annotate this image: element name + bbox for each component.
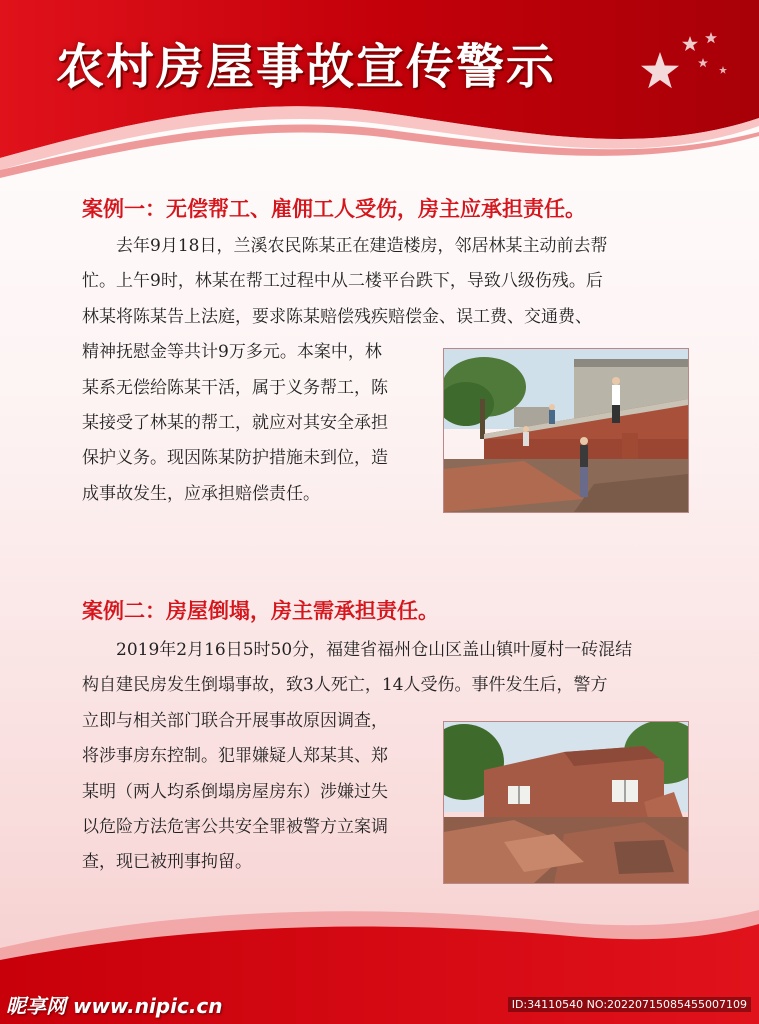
- watermark-id: ID:34110540 NO:20220715085455007109: [508, 997, 751, 1012]
- case1-line: 去年9月18日，兰溪农民陈某正在建造楼房，邻居林某主动前去帮: [82, 236, 608, 256]
- collapsed-house-photo: [443, 721, 689, 884]
- page-title: 农村房屋事故宣传警示: [56, 39, 557, 95]
- case2-line: 将涉事房东控制。犯罪嫌疑人郑某其、郑: [82, 746, 388, 767]
- case2-line: 查，现已被刑事拘留。: [82, 852, 252, 873]
- construction-photo: [443, 348, 689, 513]
- watermark-logo: 昵享网 www.nipic.cn: [6, 994, 223, 1018]
- case1-heading: 案例一：无偿帮工、雇佣工人受伤，房主应承担责任。: [82, 197, 586, 221]
- case1-line: 忙。上午9时，林某在帮工过程中从二楼平台跌下，导致八级伤残。后: [82, 271, 603, 292]
- case1-line: 成事故发生，应承担赔偿责任。: [82, 483, 320, 504]
- case2-line: 构自建民房发生倒塌事故，致3人死亡，14人受伤。事件发生后，警方: [82, 675, 608, 696]
- case2-heading: 案例二：房屋倒塌，房主需承担责任。: [82, 599, 439, 623]
- case1-line: 某系无偿给陈某干活，属于义务帮工，陈: [82, 377, 388, 398]
- case1-line: 某接受了林某的帮工，就应对其安全承担: [82, 413, 388, 434]
- case1-line: 精神抚慰金等共计9万多元。本案中，林: [82, 342, 382, 363]
- case2-line: 某明（两人均系倒塌房屋房东）涉嫌过失: [82, 781, 388, 802]
- case1-line: 林某将陈某告上法庭，要求陈某赔偿残疾赔偿金、误工费、交通费、: [82, 306, 592, 327]
- case2-line: 2019年2月16日5时50分，福建省福州仓山区盖山镇叶厦村一砖混结: [82, 640, 633, 660]
- case2-line: 立即与相关部门联合开展事故原因调查，: [82, 710, 388, 731]
- stars-icon: [635, 30, 745, 100]
- case1-line: 保护义务。现因陈某防护措施未到位，造: [82, 448, 388, 469]
- case2-line: 以危险方法危害公共安全罪被警方立案调: [82, 817, 388, 838]
